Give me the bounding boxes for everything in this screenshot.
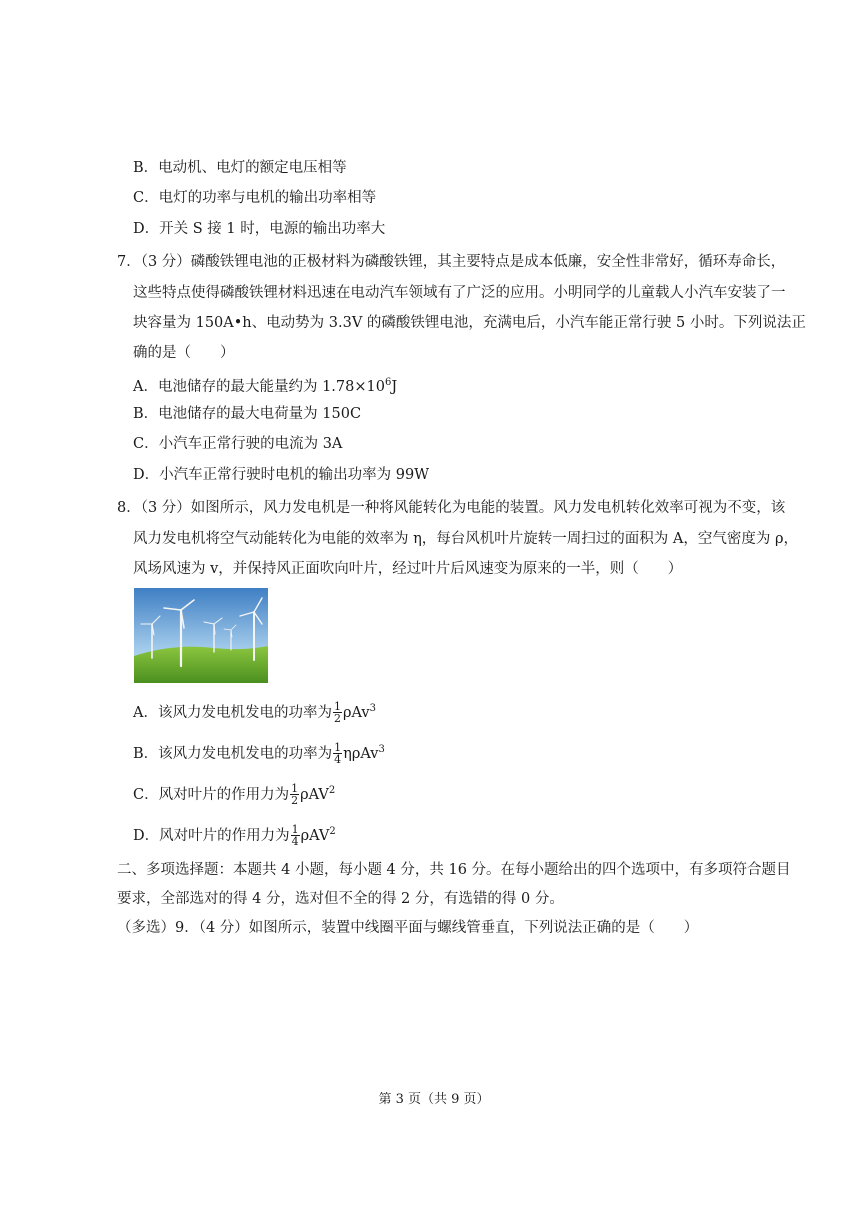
q8-option-c-text: C．风对叶片的作用力为 [133,786,290,803]
q8-stem-line2: 风力发电机将空气动能转化为电能的效率为 η，每台风机叶片旋转一周扫过的面积为 A，空气密度为 ρ， [133,531,799,547]
q8-option-a-exponent: 3 [369,703,376,714]
q7-option-a-text: A．电池储存的最大能量约为 1.78×10 [133,378,385,395]
q8-option-d-exponent: 2 [329,826,336,837]
q8-option-a-fraction [333,701,342,724]
q8-option-d-text: D．风对叶片的作用力为 [133,827,290,844]
fraction-numerator: 1 [291,823,299,837]
q7-option-a-unit: J [391,378,398,395]
section2-heading-line2: 要求，全部选对的得 4 分，选对但不全的得 2 分，有选错的得 0 分。 [117,891,564,907]
q8-option-b-expr: ηρAv [343,745,379,762]
q7-option-a-exponent: 6 [384,377,392,388]
q8-option-a [133,699,376,724]
q6-option-c: C．电灯的功率与电机的输出功率相等 [133,190,377,206]
q8-option-d [133,822,336,847]
q7-stem-line1: 7．（3 分）磷酸铁锂电池的正极材料为磷酸铁锂，其主要特点是成本低廉，安全性非常好，循环寿命长， [117,254,786,270]
q8-option-b [133,740,385,765]
q8-stem-line1: 8．（3 分）如图所示，风力发电机是一种将风能转化为电能的装置。风力发电机转化效率可视为不变，该 [117,500,786,516]
q7-stem-line2: 这些特点使得磷酸铁锂材料迅速在电动汽车领域有了广泛的应用。小明同学的儿童载人小汽车安装了一 [133,285,786,301]
q8-option-a-text: A．该风力发电机发电的功率为 [133,704,332,721]
q8-option-c-exponent: 2 [328,785,336,796]
fraction-denominator: 4 [334,753,342,767]
q7-option-b: B．电池储存的最大电荷量为 150C [133,406,362,422]
fraction-numerator: 1 [291,782,299,796]
fraction-denominator: 2 [291,794,299,808]
q7-stem-line3: 块容量为 150A•h、电动势为 3.3V 的磷酸铁锂电池，充满电后，小汽车能正常行驶 5 小时。下列说法正 [133,315,806,331]
q7-stem-line4: 确的是（ ） [133,345,235,361]
q7-option-c: C．小汽车正常行驶的电流为 3A [133,436,343,452]
page-footer: 第 3 页（共 9 页） [378,1092,490,1107]
q8-option-c-fraction [290,783,299,806]
fraction-numerator: 1 [333,700,341,714]
q8-option-b-fraction [333,742,342,765]
q6-option-d: D．开关 S 接 1 时，电源的输出功率大 [133,221,386,237]
q9-stem-line1: （多选）9．（4 分）如图所示，装置中线圈平面与螺线管垂直，下列说法正确的是（ ） [117,920,699,936]
q8-option-a-expr: ρAv [342,704,370,721]
q7-option-a [133,373,397,397]
q8-option-b-text: B．该风力发电机发电的功率为 [133,745,333,762]
fraction-numerator: 1 [334,741,342,755]
q8-option-c-expr: ρAV [300,786,329,803]
q6-option-b: B．电动机、电灯的额定电压相等 [133,160,347,176]
q8-option-b-exponent: 3 [378,744,385,755]
q7-option-d: D．小汽车正常行驶时电机的输出功率为 99W [133,467,430,483]
fraction-denominator: 2 [333,712,341,726]
q8-option-c [133,781,335,806]
q8-option-d-fraction [291,824,300,847]
wind-turbine-image [134,588,268,683]
q8-stem-line3: 风场风速为 v，并保持风正面吹向叶片，经过叶片后风速变为原来的一半，则（ ） [133,561,683,577]
section2-heading-line1: 二、多项选择题：本题共 4 小题，每小题 4 分，共 16 分。在每小题给出的四个选项中，有多项符合题目 [117,862,791,878]
fraction-denominator: 4 [291,835,299,849]
q8-option-d-expr: ρAV [300,827,330,844]
